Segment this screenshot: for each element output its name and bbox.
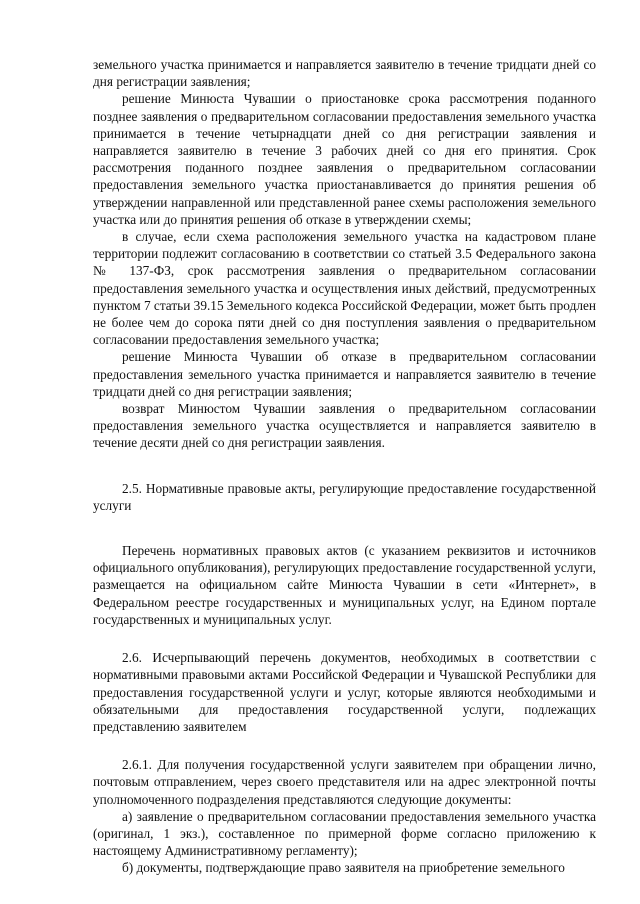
paragraph-suspension-decision: решение Минюста Чувашии о приостановке срока рассмотрения поданного позднее заявления о предварительном согласовании предоставления земельного участка принимается в течение четырнадцати дней со дня регистрации заявления и направляется заявителю в течение 3 рабочих дней со дня его принятия. Срок рассмотрения поданного позднее заявления о предварительном согласовании предоставления земельного участка приостанавливается до принятия решения об утверждении направленной или представленной ранее схемы расположения земельного участка или до принятия решения об отказе в утверждении схемы; xyxy=(93,91,596,227)
paragraph-schema-approval: в случае, если схема расположения земельного участка на кадастровом плане территории подлежит согласованию в соответствии со статьей 3.5 Федерального закона № 137-ФЗ, срок рассмотрения заявления о предварительном согласовании предоставления земельного участка и осуществления иных действий, предусмотренных пунктом 7 статьи 39.15 Земельного кодекса Российской Федерации, может быть продлен не более чем до сорока пяти дней со дня поступления заявления о предварительном согласовании предоставления земельного участка; xyxy=(93,229,596,348)
paragraph-continuation: земельного участка принимается и направляется заявителю в течение тридцати дней со дня регистрации заявления; xyxy=(93,57,596,90)
section-heading-2-6: 2.6. Исчерпывающий перечень документов, необходимых в соответствии с нормативными правовыми актами Российской Федерации и Чувашской Республики для предоставления государственной услуги и услуг, которые являются необходимыми и обязательными для предоставления государственной услуги, подлежащих представлению заявителем xyxy=(93,650,596,734)
list-item-b: б) документы, подтверждающие право заявителя на приобретение земельного xyxy=(122,860,565,876)
document-page xyxy=(93,56,596,877)
section-heading-2-5: 2.5. Нормативные правовые акты, регулирующие предоставление государственной услуги xyxy=(93,480,596,513)
paragraph-return-application: возврат Минюстом Чувашии заявления о предварительном согласовании предоставления земельного участка осуществляется и направляется заявителю в течение десяти дней со дня регистрации заявления. xyxy=(93,401,596,451)
paragraph-legal-acts-list: Перечень нормативных правовых актов (с указанием реквизитов и источников официального опубликования), регулирующих предоставление государственной услуги, размещается на официальном сайте Минюста Чувашии в сети «Интернет», в Федеральном реестре государственных и муниципальных услуг, на Едином портале государственных и муниципальных услуг. xyxy=(93,543,596,627)
list-item-a: а) заявление о предварительном согласовании предоставления земельного участка (оригинал, 1 экз.), составленное по примерной форме согласно приложению к настоящему Административному регламенту); xyxy=(93,808,596,859)
paragraph-2-6-1: 2.6.1. Для получения государственной услуги заявителем при обращении лично, почтовым отправлением, через своего представителя или на адрес электронной почты уполномоченного подразделения представляются следующие документы: xyxy=(93,757,596,807)
paragraph-refusal-decision: решение Минюста Чувашии об отказе в предварительном согласовании предоставления земельного участка принимается и направляется заявителю в течение тридцати дней со дня регистрации заявления; xyxy=(93,349,596,399)
